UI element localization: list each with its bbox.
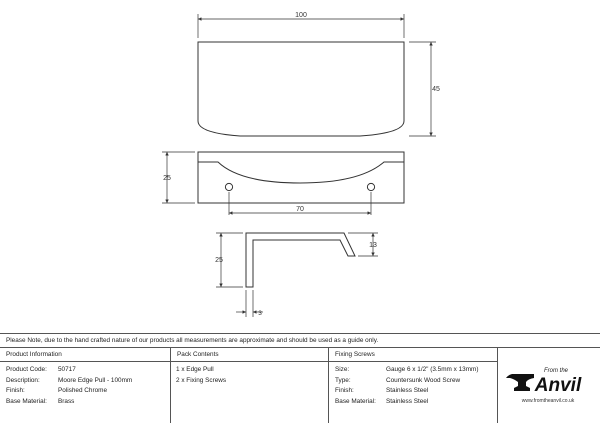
dim-hole-spacing: 70 bbox=[296, 206, 304, 213]
screw-finish-value: Stainless Steel bbox=[386, 387, 429, 394]
screw-size-value: Gauge 6 x 1/2" (3.5mm x 13mm) bbox=[386, 366, 479, 373]
finish-value: Polished Chrome bbox=[58, 387, 108, 394]
info-row bbox=[335, 397, 497, 408]
info-label: Finish: bbox=[335, 387, 354, 394]
top-view bbox=[198, 14, 436, 136]
info-label: Description: bbox=[6, 376, 40, 384]
product-information-header: Product Information bbox=[0, 348, 170, 362]
info-row bbox=[6, 386, 170, 397]
dim-height-top: 45 bbox=[432, 86, 440, 93]
info-table bbox=[0, 347, 600, 422]
info-label: Type: bbox=[335, 376, 351, 384]
side-profile-outline bbox=[246, 233, 355, 287]
right-screw-hole bbox=[367, 183, 374, 190]
fixing-screws-panel bbox=[329, 348, 498, 423]
description-value: Moore Edge Pull - 100mm bbox=[58, 376, 133, 384]
side-view bbox=[216, 233, 378, 317]
info-label: Base Material: bbox=[6, 397, 47, 405]
front-view bbox=[162, 152, 404, 215]
brand-logo bbox=[498, 348, 600, 423]
info-label: Size: bbox=[335, 366, 350, 373]
dim-width-top: 100 bbox=[295, 12, 307, 19]
fixing-screws-header: Fixing Screws bbox=[329, 348, 497, 362]
dim-height-front: 25 bbox=[163, 175, 171, 182]
pack-contents-header: Pack Contents bbox=[171, 348, 328, 362]
disclaimer-note: Please Note, due to the hand crafted nature of our products all measurements are approximate and should be used as a guide only. bbox=[0, 333, 600, 347]
base-material-value: Brass bbox=[58, 397, 75, 405]
brand-tagline: From the bbox=[543, 368, 569, 374]
brand-name: Anvil bbox=[534, 375, 582, 396]
screw-base-material-value: Stainless Steel bbox=[386, 397, 429, 405]
screw-type-value: Countersunk Wood Screw bbox=[386, 376, 461, 384]
top-view-outline bbox=[198, 42, 404, 136]
info-row bbox=[6, 376, 170, 387]
brand-url: www.fromtheanvil.co.uk bbox=[521, 398, 575, 404]
dim-side-thickness: 3 bbox=[258, 310, 262, 317]
product-code-value: 50717 bbox=[58, 366, 76, 373]
dim-side-depth: 13 bbox=[369, 242, 377, 249]
info-row bbox=[335, 386, 497, 397]
product-information-panel bbox=[0, 348, 171, 423]
info-label: Finish: bbox=[6, 387, 25, 394]
pack-contents-panel bbox=[171, 348, 329, 423]
pack-item: 2 x Fixing Screws bbox=[176, 376, 227, 384]
info-row bbox=[335, 376, 497, 387]
left-screw-hole bbox=[225, 183, 232, 190]
info-label: Product Code: bbox=[6, 366, 47, 373]
anvil-icon bbox=[506, 374, 534, 391]
pack-item: 1 x Edge Pull bbox=[176, 366, 214, 373]
info-row bbox=[6, 365, 170, 376]
info-label: Base Material: bbox=[335, 397, 376, 405]
front-recess-curve bbox=[198, 162, 404, 183]
info-row bbox=[6, 397, 170, 408]
info-row bbox=[335, 365, 497, 376]
dim-side-height: 25 bbox=[215, 257, 223, 264]
